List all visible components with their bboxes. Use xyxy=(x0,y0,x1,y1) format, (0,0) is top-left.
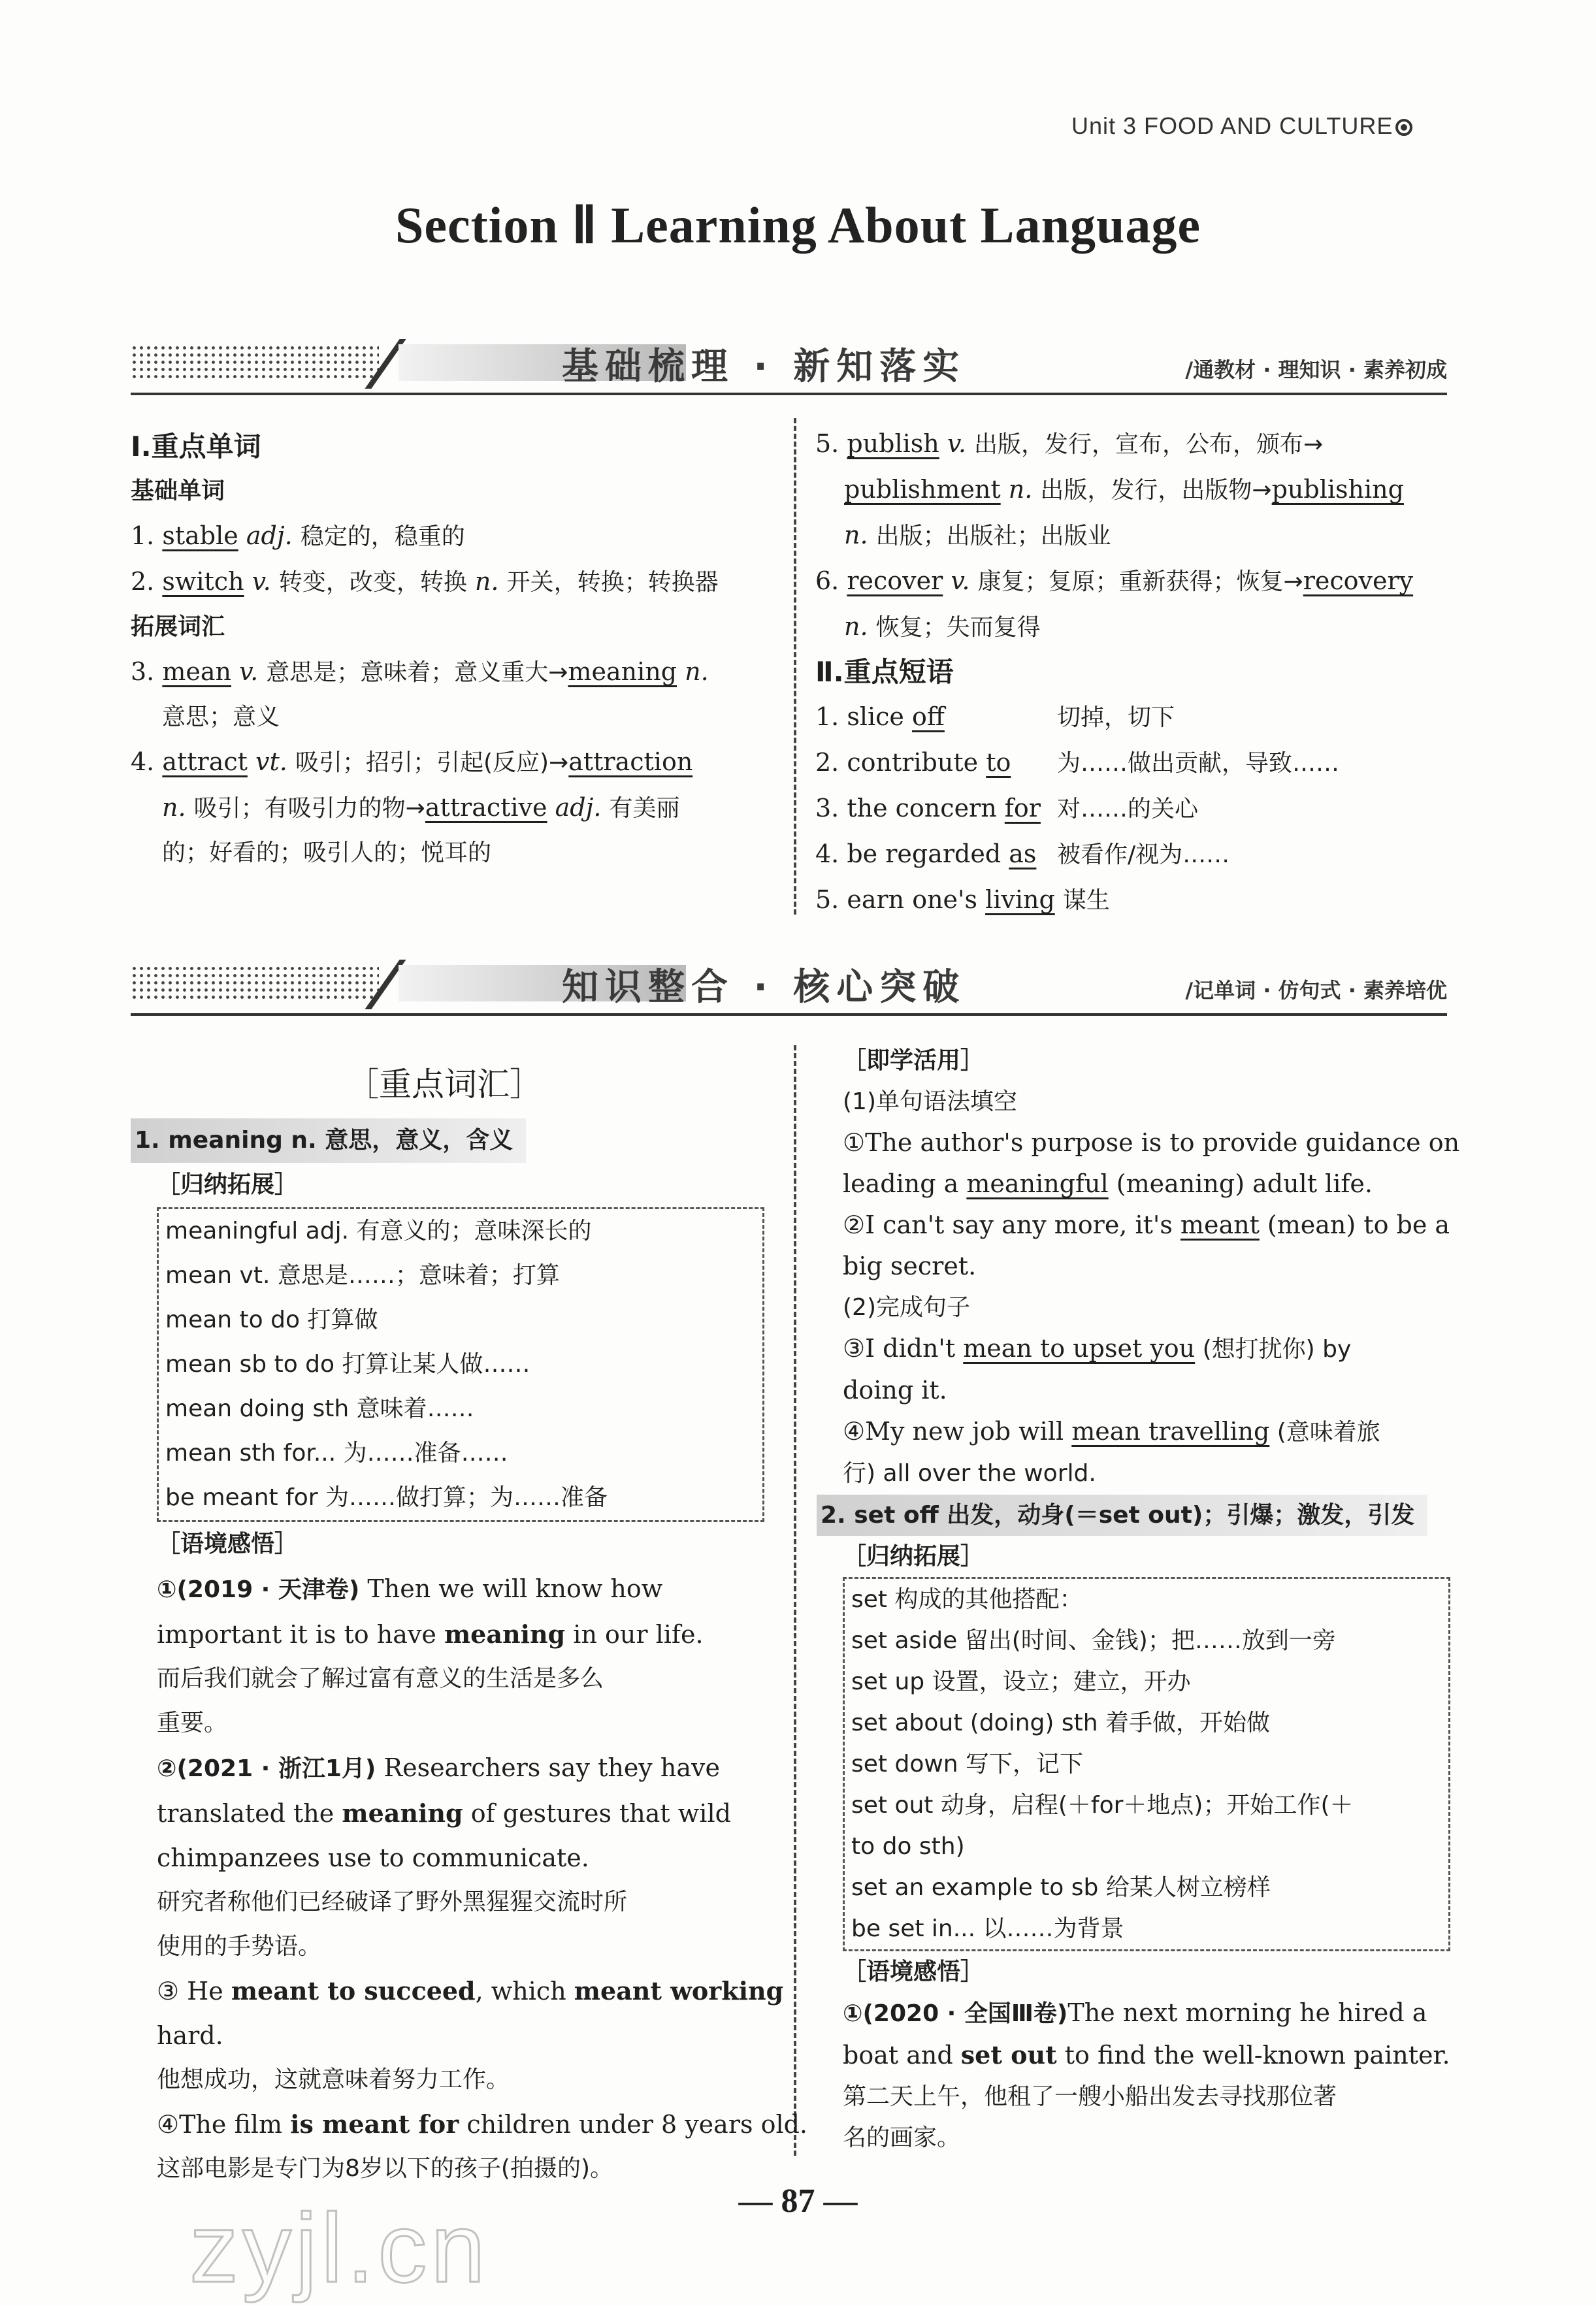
word-item-cont: n. 吸引；有吸引力的物→attractive adj. 有美丽 xyxy=(162,793,680,822)
exercise-line: doing it. xyxy=(843,1376,947,1405)
vocab-heading: Ⅰ.重点单词 xyxy=(131,430,261,463)
word-item: 3. mean v. 意思是；意味着；意义重大→meaning n. xyxy=(131,657,709,686)
box-line: mean sb to do 打算让某人做…… xyxy=(165,1351,530,1378)
example-line: translated the meaning of gestures that wild xyxy=(157,1798,731,1828)
example-translation: 名的画家。 xyxy=(843,2124,961,2151)
context-label: ［语境感悟］ xyxy=(843,1958,985,1985)
core-left-column xyxy=(131,1058,808,2191)
running-head: Unit 3 FOOD AND CULTURE xyxy=(1071,112,1412,140)
band-rule xyxy=(131,393,1447,395)
page-number: — 87 — xyxy=(738,2183,858,2220)
box-line: be meant for 为……做打算；为……准备 xyxy=(165,1484,608,1511)
exercise-line: 行) all over the world. xyxy=(843,1460,1096,1487)
band-rule xyxy=(131,1013,1447,1016)
band-label: 知识整合 · 核心突破 xyxy=(562,966,966,1009)
band-tag: /记单词 · 仿句式 · 素养培优 xyxy=(1185,978,1447,1003)
example-line: ④The film is meant for children under 8 years old. xyxy=(157,2109,808,2139)
box-line: set aside 留出(时间、金钱)；把……放到一旁 xyxy=(851,1627,1336,1654)
vocab-right-column xyxy=(815,421,1442,923)
apply-label: ［即学活用］ xyxy=(843,1047,985,1074)
example-translation: 重要。 xyxy=(157,1710,228,1736)
word-item-cont: 的；好看的；吸引人的；悦耳的 xyxy=(162,839,492,866)
core-right-column xyxy=(821,1040,1463,2158)
example-translation: 使用的手势语。 xyxy=(157,1933,322,1960)
example-line: ①(2020 · 全国Ⅲ卷)The next morning he hired a xyxy=(843,1998,1427,2027)
box-line: mean doing sth 意味着…… xyxy=(165,1395,474,1422)
band-label: 基础梳理 · 新知落实 xyxy=(562,346,966,388)
summary-label: ［归纳拓展］ xyxy=(157,1171,299,1198)
summary-label: ［归纳拓展］ xyxy=(843,1543,985,1570)
example-line: important it is to have meaning in our life. xyxy=(157,1619,704,1649)
word-item-cont: 意思；意义 xyxy=(162,704,280,730)
box-line: set up 设置，设立；建立，开办 xyxy=(851,1668,1191,1695)
section-band-core xyxy=(131,950,1447,1016)
word-item: 4. attract vt. 吸引；招引；引起(反应)→attraction xyxy=(131,747,693,776)
exercise-line: ③I didn't mean to upset you (想打扰你) by xyxy=(843,1334,1352,1363)
key-vocab-heading: ［重点词汇］ xyxy=(346,1065,542,1103)
word-item-cont: publishment n. 出版，发行，出版物→publishing xyxy=(844,475,1404,504)
column-divider xyxy=(794,418,796,915)
example-line: ①(2019 · 天津卷) Then we will know how xyxy=(157,1574,663,1603)
word-item-cont: n. 恢复；失而复得 xyxy=(844,612,1041,641)
band-tag: /通教材 · 理知识 · 素养初成 xyxy=(1185,357,1447,382)
summary-box xyxy=(157,1207,764,1522)
word-item: 5. publish v. 出版，发行，宣布，公布，颁布→ xyxy=(815,429,1324,458)
example-line: hard. xyxy=(157,2021,223,2050)
exercise-heading: (2)完成句子 xyxy=(843,1294,970,1321)
vocab-item-title: 1. meaning n. 意思，意义，含义 xyxy=(131,1117,758,1163)
phrase-item: 4. be regarded as 被看作/视为…… xyxy=(815,839,1230,868)
box-line: mean sth for... 为……准备…… xyxy=(165,1440,508,1467)
example-line: ②(2021 · 浙江1月) Researchers say they have xyxy=(157,1753,720,1782)
phrases-heading: Ⅱ.重点短语 xyxy=(815,656,954,688)
word-item: 1. stable adj. 稳定的，稳重的 xyxy=(131,521,465,550)
phrase-item: 5. earn one's living 谋生 xyxy=(815,885,1110,914)
phrase-item: 2. contribute to 为……做出贡献，导致…… xyxy=(815,748,1340,777)
context-label: ［语境感悟］ xyxy=(157,1531,299,1557)
box-line: set down 写下，记下 xyxy=(851,1751,1084,1778)
box-line: set an example to sb 给某人树立榜样 xyxy=(851,1874,1271,1901)
example-translation: 而后我们就会了解过富有意义的生活是多么 xyxy=(157,1665,604,1692)
word-item-cont: n. 出版；出版社；出版业 xyxy=(844,521,1111,549)
example-translation: 研究者称他们已经破译了野外黑猩猩交流时所 xyxy=(157,1889,628,1915)
box-line: mean to do 打算做 xyxy=(165,1307,378,1333)
section-band-basic xyxy=(131,330,1447,395)
exercise-line: ④My new job will mean travelling (意味着旅 xyxy=(843,1417,1380,1446)
box-line: set out 动身，启程(＋for＋地点)；开始工作(＋ xyxy=(851,1792,1354,1819)
section-title: Section Ⅱ Learning About Language xyxy=(395,197,1201,253)
box-line: be set in... 以……为背景 xyxy=(851,1915,1124,1942)
phrase-item: 3. the concern for 对……的关心 xyxy=(815,794,1199,822)
example-line: boat and set out to find the well-known painter. xyxy=(843,2040,1450,2070)
extended-words-label: 拓展词汇 xyxy=(131,613,225,640)
exercise-line: leading a meaningful (meaning) adult life. xyxy=(843,1169,1373,1198)
box-line: meaningful adj. 有意义的；意味深长的 xyxy=(165,1218,592,1244)
example-translation: 第二天上午，他租了一艘小船出发去寻找那位著 xyxy=(843,2083,1337,2110)
vocab-left-column xyxy=(131,425,758,875)
exercise-line: ①The author's purpose is to provide guidance on xyxy=(843,1128,1460,1157)
dot-pattern xyxy=(131,965,379,1001)
exercise-line: ②I can't say any more, it's meant (mean) to be a xyxy=(843,1210,1450,1239)
dot-pattern xyxy=(131,344,379,381)
exercise-heading: (1)单句语法填空 xyxy=(843,1088,1017,1115)
summary-box xyxy=(843,1577,1450,1951)
column-divider xyxy=(794,1045,796,2156)
circle-dot-icon xyxy=(1395,119,1412,136)
box-line: to do sth) xyxy=(851,1833,965,1860)
phrase-item: 1. slice off 切掉，切下 xyxy=(815,702,1175,731)
example-translation: 这部电影是专门为8岁以下的孩子(拍摄的)。 xyxy=(157,2155,613,2182)
example-translation: 他想成功，这就意味着努力工作。 xyxy=(157,2066,510,2093)
exercise-line: big secret. xyxy=(843,1252,977,1280)
box-line: set 构成的其他搭配： xyxy=(851,1586,1083,1613)
word-item: 2. switch v. 转变，改变，转换 n. 开关，转换；转换器 xyxy=(131,567,719,596)
basic-words-label: 基础单词 xyxy=(131,478,225,504)
example-line: chimpanzees use to communicate. xyxy=(157,1843,589,1872)
box-line: set about (doing) sth 着手做，开始做 xyxy=(851,1710,1270,1736)
watermark-logo: zyjl.cn xyxy=(189,2193,489,2303)
box-line: mean vt. 意思是……；意味着；打算 xyxy=(165,1262,560,1289)
example-line: ③ He meant to succeed, which meant working xyxy=(157,1976,784,2006)
vocab-item-title: 2. set off 出发，动身(＝set out)；引爆；激发，引发 xyxy=(817,1494,1463,1536)
word-item: 6. recover v. 康复；复原；重新获得；恢复→recovery xyxy=(815,566,1414,595)
